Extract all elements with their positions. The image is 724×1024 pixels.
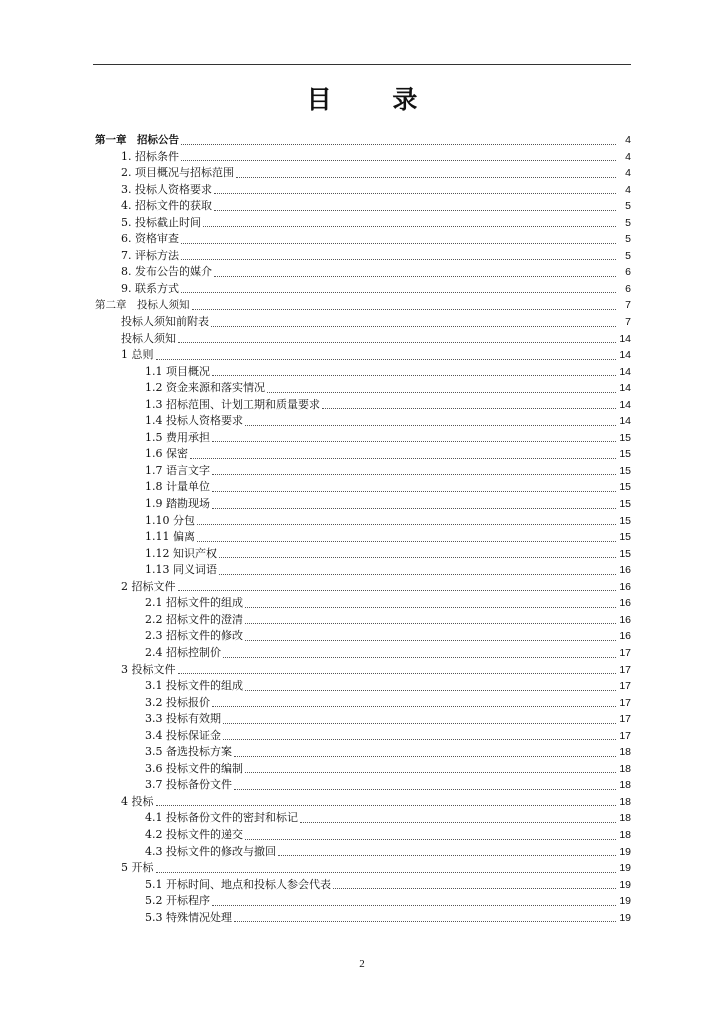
toc-leader-dots	[181, 259, 616, 260]
toc-entry[interactable]	[95, 844, 631, 861]
toc-entry-page: 16	[619, 564, 631, 577]
toc-entry[interactable]	[95, 364, 631, 381]
toc-entry-page: 4	[625, 150, 631, 163]
toc-entry[interactable]	[95, 248, 631, 265]
toc-entry[interactable]	[95, 662, 631, 679]
toc-leader-dots	[190, 458, 616, 459]
toc-entry-label: 3.1 投标文件的组成	[145, 679, 243, 693]
toc-leader-dots	[212, 491, 616, 492]
toc-entry[interactable]	[95, 579, 631, 596]
toc-leader-dots	[245, 772, 616, 773]
toc-entry[interactable]	[95, 761, 631, 778]
toc-entry-page: 17	[619, 713, 631, 726]
toc-entry[interactable]	[95, 529, 631, 546]
toc-entry-label: 2.4 招标控制价	[145, 645, 221, 659]
toc-entry[interactable]	[95, 446, 631, 463]
toc-leader-dots	[212, 706, 616, 707]
toc-entry[interactable]	[95, 728, 631, 745]
toc-entry[interactable]	[95, 165, 631, 182]
toc-entry[interactable]	[95, 513, 631, 530]
toc-entry-page: 4	[625, 167, 631, 180]
toc-leader-dots	[181, 292, 616, 293]
toc-entry[interactable]	[95, 612, 631, 629]
toc-leader-dots	[219, 557, 616, 558]
toc-entry-page: 15	[619, 531, 631, 544]
toc-entry-label: 4. 招标文件的获取	[121, 199, 212, 213]
toc-entry[interactable]	[95, 794, 631, 811]
toc-entry-page: 18	[619, 779, 631, 792]
toc-leader-dots	[245, 839, 616, 840]
toc-entry[interactable]	[95, 893, 631, 910]
toc-entry-label: 3 投标文件	[121, 662, 176, 676]
toc-entry-label: 3.4 投标保证金	[145, 728, 221, 742]
toc-leader-dots	[192, 309, 617, 310]
toc-entry-label: 2.2 招标文件的澄清	[145, 612, 243, 626]
toc-entry-label: 1.7 语言文字	[145, 463, 210, 477]
toc-entry-page: 14	[619, 365, 631, 378]
toc-entry-label: 3.3 投标有效期	[145, 712, 221, 726]
toc-entry[interactable]	[95, 810, 631, 827]
toc-entry-page: 16	[619, 613, 631, 626]
toc-entry-page: 4	[625, 134, 631, 146]
toc-entry-label: 2.1 招标文件的组成	[145, 596, 243, 610]
toc-entry-label: 1. 招标条件	[121, 149, 179, 163]
toc-entry[interactable]	[95, 149, 631, 166]
toc-entry-page: 15	[619, 514, 631, 527]
toc-leader-dots	[178, 590, 617, 591]
toc-entry-label: 1.9 踏勘现场	[145, 497, 210, 511]
toc-entry[interactable]	[95, 877, 631, 894]
toc-entry-label: 3.2 投标报价	[145, 695, 210, 709]
toc-leader-dots	[234, 756, 616, 757]
toc-entry-page: 18	[619, 828, 631, 841]
page-number: 2	[359, 958, 365, 970]
toc-leader-dots	[156, 805, 617, 806]
toc-entry-label: 5.2 开标程序	[145, 894, 210, 908]
toc-entry[interactable]	[95, 827, 631, 844]
toc-entry-label: 1.13 同义词语	[145, 563, 217, 577]
toc-entry[interactable]	[95, 595, 631, 612]
toc-entry-page: 6	[625, 282, 631, 295]
toc-leader-dots	[322, 408, 616, 409]
toc-leader-dots	[223, 657, 616, 658]
toc-entry[interactable]	[95, 546, 631, 563]
toc-entry[interactable]	[95, 496, 631, 513]
toc-entry-page: 7	[625, 316, 631, 329]
toc-leader-dots	[197, 541, 616, 542]
toc-leader-dots	[245, 640, 616, 641]
toc-entry-page: 15	[619, 464, 631, 477]
toc-leader-dots	[197, 524, 616, 525]
toc-entry[interactable]	[95, 198, 631, 215]
toc-entry-label: 1.11 偏离	[145, 530, 195, 544]
toc-entry[interactable]	[95, 463, 631, 480]
toc-entry-page: 19	[619, 895, 631, 908]
toc-entry-label: 4.3 投标文件的修改与撤回	[145, 844, 276, 858]
toc-leader-dots	[181, 144, 616, 145]
toc-entry-label: 1.4 投标人资格要求	[145, 414, 243, 428]
toc-leader-dots	[300, 822, 616, 823]
toc-leader-dots	[156, 359, 617, 360]
toc-entry-label: 3.6 投标文件的编制	[145, 761, 243, 775]
toc-entry-label: 1.10 分包	[145, 513, 195, 527]
toc-leader-dots	[214, 210, 616, 211]
toc-entry-page: 17	[619, 663, 631, 676]
toc-leader-dots	[214, 276, 616, 277]
toc-leader-dots	[181, 243, 616, 244]
toc-leader-dots	[234, 921, 616, 922]
toc-leader-dots	[223, 739, 616, 740]
toc-entry[interactable]	[95, 347, 631, 364]
toc-entry-page: 18	[619, 762, 631, 775]
toc-entry[interactable]	[95, 215, 631, 232]
toc-leader-dots	[211, 326, 616, 327]
toc-entry-page: 14	[619, 349, 631, 362]
toc-entry-label: 1 总则	[121, 348, 154, 362]
toc-leader-dots	[212, 441, 616, 442]
toc-leader-dots	[219, 574, 616, 575]
toc-entry-label: 5 开标	[121, 861, 154, 875]
toc-leader-dots	[212, 905, 616, 906]
toc-entry-page: 17	[619, 680, 631, 693]
toc-entry-label: 3.7 投标备份文件	[145, 778, 232, 792]
toc-entry[interactable]	[95, 744, 631, 761]
toc-leader-dots	[245, 623, 616, 624]
toc-leader-dots	[214, 193, 616, 194]
toc-entry[interactable]	[95, 413, 631, 430]
toc-leader-dots	[212, 474, 616, 475]
toc-entry[interactable]	[95, 231, 631, 248]
toc-entry-page: 15	[619, 547, 631, 560]
toc-entry-label: 1.3 招标范围、计划工期和质量要求	[145, 397, 320, 411]
toc-entry-label: 3.5 备选投标方案	[145, 745, 232, 759]
toc-entry[interactable]	[95, 397, 631, 414]
toc-entry-page: 14	[619, 332, 631, 345]
toc-leader-dots	[212, 375, 616, 376]
toc-entry-page: 19	[619, 878, 631, 891]
toc-leader-dots	[245, 425, 616, 426]
toc-entry-label: 9. 联系方式	[121, 281, 179, 295]
toc-leader-dots	[223, 723, 616, 724]
toc-entry[interactable]	[95, 132, 631, 149]
toc-entry-page: 14	[619, 415, 631, 428]
toc-entry[interactable]	[95, 695, 631, 712]
toc-leader-dots	[181, 160, 616, 161]
toc-entry-label: 1.8 计量单位	[145, 480, 210, 494]
toc-entry-page: 6	[625, 266, 631, 279]
toc-leader-dots	[178, 673, 617, 674]
toc-entry-page: 14	[619, 398, 631, 411]
toc-entry[interactable]	[95, 314, 631, 331]
toc-entry-label: 第一章 招标公告	[95, 134, 179, 146]
toc-entry[interactable]	[95, 777, 631, 794]
toc-entry-page: 5	[625, 249, 631, 262]
toc-entry-label: 6. 资格审查	[121, 232, 179, 246]
toc-leader-dots	[267, 392, 616, 393]
toc-entry-page: 16	[619, 630, 631, 643]
toc-entry-page: 16	[619, 597, 631, 610]
toc-leader-dots	[245, 607, 616, 608]
toc-entry-page: 15	[619, 431, 631, 444]
toc-entry-label: 第二章 投标人须知	[95, 299, 190, 312]
toc-entry-page: 17	[619, 696, 631, 709]
toc-entry-label: 2.3 招标文件的修改	[145, 629, 243, 643]
toc-entry[interactable]	[95, 910, 631, 927]
toc-entry-page: 17	[619, 729, 631, 742]
toc-entry[interactable]	[95, 264, 631, 281]
toc-entry[interactable]	[95, 430, 631, 447]
toc-entry[interactable]	[95, 645, 631, 662]
toc-leader-dots	[333, 888, 616, 889]
toc-entry-page: 14	[619, 382, 631, 395]
toc-entry[interactable]	[95, 628, 631, 645]
toc-leader-dots	[245, 690, 616, 691]
toc-entry-page: 19	[619, 911, 631, 924]
toc-leader-dots	[234, 789, 616, 790]
toc-entry-label: 投标人须知	[121, 331, 176, 345]
toc-entry-label: 1.2 资金来源和落实情况	[145, 381, 265, 395]
toc-leader-dots	[203, 226, 616, 227]
toc-entry-label: 3. 投标人资格要求	[121, 182, 212, 196]
toc-entry-label: 5.1 开标时间、地点和投标人参会代表	[145, 877, 331, 891]
toc-entry-page: 19	[619, 845, 631, 858]
toc-entry-page: 19	[619, 862, 631, 875]
toc-entry-page: 15	[619, 481, 631, 494]
toc-entry-page: 7	[625, 299, 631, 312]
toc-entry-label: 2 招标文件	[121, 579, 176, 593]
toc-entry[interactable]	[95, 562, 631, 579]
toc-entry-page: 4	[625, 183, 631, 196]
toc-entry[interactable]	[95, 297, 631, 314]
toc-entry[interactable]	[95, 711, 631, 728]
toc-leader-dots	[178, 342, 616, 343]
toc-entry-label: 1.1 项目概况	[145, 364, 210, 378]
toc-entry-page: 18	[619, 795, 631, 808]
toc-entry-label: 4 投标	[121, 794, 154, 808]
header-rule	[93, 64, 631, 65]
table-of-contents	[95, 132, 631, 926]
toc-entry-page: 15	[619, 498, 631, 511]
toc-entry-page: 5	[625, 200, 631, 213]
toc-entry-page: 18	[619, 812, 631, 825]
toc-entry-label: 8. 发布公告的媒介	[121, 265, 212, 279]
toc-entry-label: 2. 项目概况与招标范围	[121, 166, 234, 180]
toc-entry[interactable]	[95, 281, 631, 298]
toc-entry[interactable]	[95, 331, 631, 348]
toc-entry-page: 17	[619, 646, 631, 659]
toc-entry[interactable]	[95, 380, 631, 397]
toc-entry-page: 16	[619, 580, 631, 593]
toc-leader-dots	[156, 872, 617, 873]
toc-entry-label: 5.3 特殊情况处理	[145, 910, 232, 924]
toc-entry-page: 5	[625, 216, 631, 229]
toc-entry[interactable]	[95, 479, 631, 496]
toc-entry-label: 7. 评标方法	[121, 248, 179, 262]
toc-leader-dots	[212, 508, 616, 509]
toc-leader-dots	[278, 855, 616, 856]
toc-entry-label: 1.12 知识产权	[145, 546, 217, 560]
toc-entry[interactable]	[95, 678, 631, 695]
toc-entry-label: 1.6 保密	[145, 447, 188, 461]
toc-entry-page: 15	[619, 448, 631, 461]
toc-entry[interactable]	[95, 182, 631, 199]
toc-entry-label: 4.2 投标文件的递交	[145, 827, 243, 841]
toc-title: 目 录	[306, 85, 444, 114]
toc-entry-label: 1.5 费用承担	[145, 430, 210, 444]
toc-entry-page: 18	[619, 746, 631, 759]
toc-entry-label: 投标人须知前附表	[121, 315, 209, 329]
toc-entry-label: 4.1 投标备份文件的密封和标记	[145, 811, 298, 825]
toc-entry[interactable]	[95, 860, 631, 877]
toc-entry-label: 5. 投标截止时间	[121, 215, 201, 229]
toc-leader-dots	[236, 177, 616, 178]
toc-entry-page: 5	[625, 233, 631, 246]
